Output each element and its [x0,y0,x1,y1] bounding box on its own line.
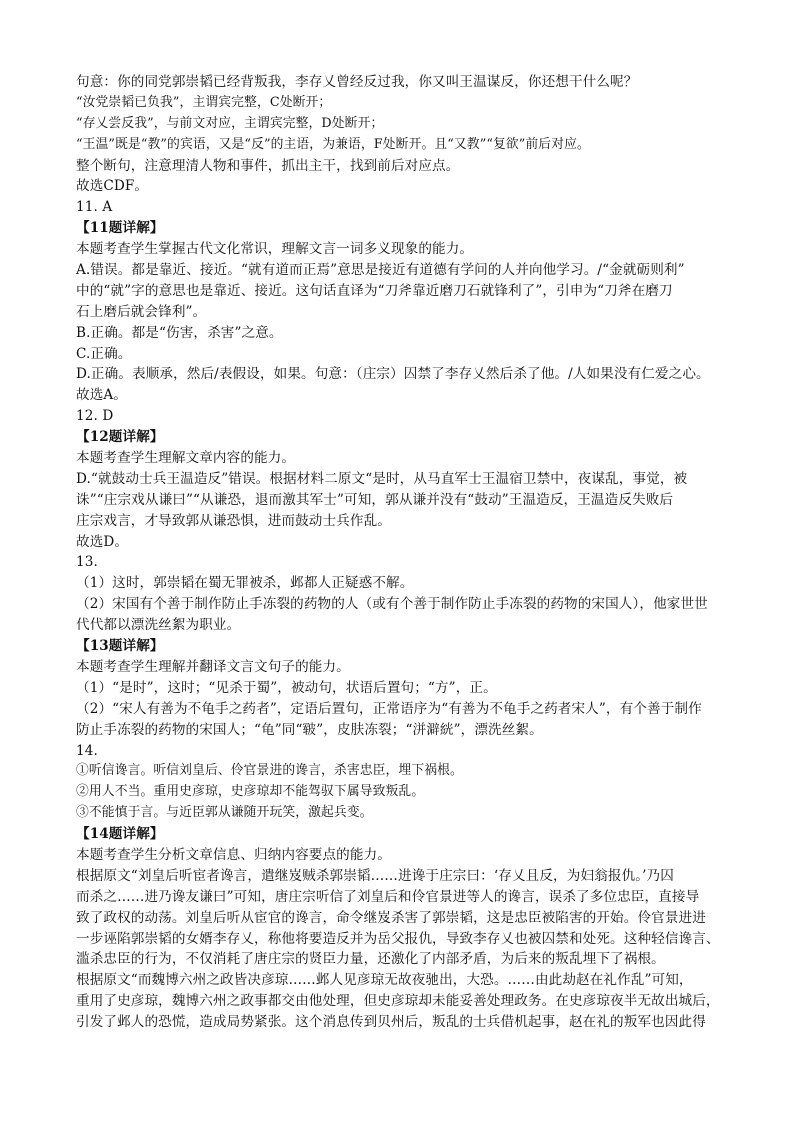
text-line: ③不能慎于言。与近臣郭从谦随开玩笑，激起兵变。 [76,805,373,821]
text-line: 12. D [76,408,114,425]
text-line: 故选D。 [76,533,129,550]
text-line: 滥杀忠臣的行为，不仅消耗了唐庄宗的贤臣力量，还激化了内部矛盾，为后来的叛乱埋下了祸根。 [76,951,665,968]
text-line: 而杀之……进乃谗友谦曰”可知，唐庄宗听信了刘皇后和伶官景进等人的谗言，误杀了多位忠臣，直接导 [76,888,700,905]
text-line: “王温”既是“教”的宾语，又是“反”的主语，为兼语，F处断开。且“又教”“复欲”前后对应。 [76,136,590,152]
text-line: 庄宗戏言，才导致郭从谦恐惧，进而鼓动士兵作乱。 [76,512,391,529]
text-line: 代代都以漂洗丝絮为职业。 [76,617,241,634]
text-line: （1）“是时”，这时；“见杀于蜀”，被动句，状语后置句；“方”，正。 [76,679,497,696]
text-line: 故选A。 [76,387,127,404]
text-line: 防止手冻裂的药物的宋国人；“龟”同“皲”，皮肤冻裂；“洴澼絖”，漂洗丝絮。 [76,721,543,738]
text-line: 重用了史彦琼，魏博六州之政事都交由他处理，但史彦琼却未能妥善处理政务。在史彦琼夜半无故出城后， [76,993,720,1010]
text-line: “汝党崇韬已负我”，主谓宾完整，C处断开； [76,94,332,110]
text-line: 句意：你的同党郭崇韬已经背叛我，李存乂曾经反过我，你又叫王温谋反，你还想干什么呢？ [76,74,638,90]
text-line: 11. A [76,199,113,216]
text-line: A.错误。都是靠近、接近。“就有道而正焉”意思是接近有道德有学问的人并向他学习。/“金就砺则利” [76,262,685,279]
answer-explanation-text [76,72,726,1033]
text-line: 本题考查学生理解文章内容的能力。 [76,450,296,467]
text-line: C.正确。 [76,345,132,362]
text-line: 故选CDF。 [76,178,149,195]
text-line: 诛”“庄宗戏从谦曰”“从谦恐，退而激其军士”可知，郭从谦并没有“鼓动”王温造反，王温造反失败后 [76,491,674,508]
text-line: ②用人不当。重用史彦琼，史彦琼却不能驾驭下属导致叛乱。 [76,784,425,800]
text-line: D.“就鼓动士兵王温造反”错误。根据材料二原文“是时，从马直军士王温宿卫禁中，夜谋乱，事觉，被 [76,470,688,487]
text-line: （2）宋国有个善于制作防止手冻裂的药物的人（或有个善于制作防止手冻裂的药物的宋国人），他家世世 [76,596,708,613]
text-line: 本题考查学生分析文章信息、归纳内容要点的能力。 [76,846,391,863]
section-heading: 【14题详解】 [76,826,164,843]
text-line: 根据原文“刘皇后听宦者谗言，遣继岌贼杀郭崇韬……进谗于庄宗曰：‘存乂且反，为妇翁报仇。’乃囚 [76,867,674,884]
section-heading: 【11题详解】 [76,220,164,237]
text-line: 致了政权的动荡。刘皇后听从宦官的谗言，命令继岌杀害了郭崇韬，这是忠臣被陷害的开始。伶官景进进 [76,909,706,926]
section-heading: 【13题详解】 [76,638,164,655]
text-line: “存乂尝反我”，与前文对应，主谓宾完整，D处断开； [76,115,384,131]
text-line: D.正确。表顺承，然后/表假设，如果。句意：（庄宗）囚禁了李存乂然后杀了他。/人如果没有仁爱之心。 [76,366,710,383]
text-line: 根据原文“而魏博六州之政皆决彦琼……邺人见彦琼无故夜驰出，大恐。……由此劫赵在礼作乱”可知， [76,972,693,989]
text-line: 本题考查学生理解并翻译文言文句子的能力。 [76,658,350,675]
text-line: 石上磨后就会锋利”。 [76,303,207,320]
text-line: B.正确。都是“伤害，杀害”之意。 [76,324,283,341]
text-line: 一步诬陷郭崇韬的女婿李存乂，称他将要造反并为岳父报仇，导致李存乂也被囚禁和处死。这种轻信谗言、 [76,930,720,947]
text-line: 14. [76,742,98,759]
text-line: 本题考查学生掌握古代文化常识，理解文言一词多义现象的能力。 [76,241,474,258]
text-line: ①听信谗言。听信刘皇后、伶官景进的谗言，杀害忠臣，埋下祸根。 [76,763,463,779]
section-heading: 【12题详解】 [76,429,164,446]
text-line: 引发了邺人的恐慌，造成局势紧张。这个消息传到贝州后，叛乱的士兵借机起事，赵在礼的叛军也因此得 [76,1014,706,1031]
text-line: 13. [76,554,98,571]
text-line: （1）这时，郭崇韬在蜀无罪被杀，邺都人正疑惑不解。 [76,575,414,592]
text-line: 中的“就”字的意思也是靠近、接近。这句话直译为“刀斧靠近磨刀石就锋利了”，引申为“刀斧在磨刀 [76,282,673,299]
text-line: （2）“宋人有善为不龟手之药者”，定语后置句，正常语序为“有善为不龟手之药者宋人”，有个善于制作 [76,700,702,717]
text-line: 整个断句，注意理清人物和事件，抓出主干，找到前后对应点。 [76,157,460,174]
